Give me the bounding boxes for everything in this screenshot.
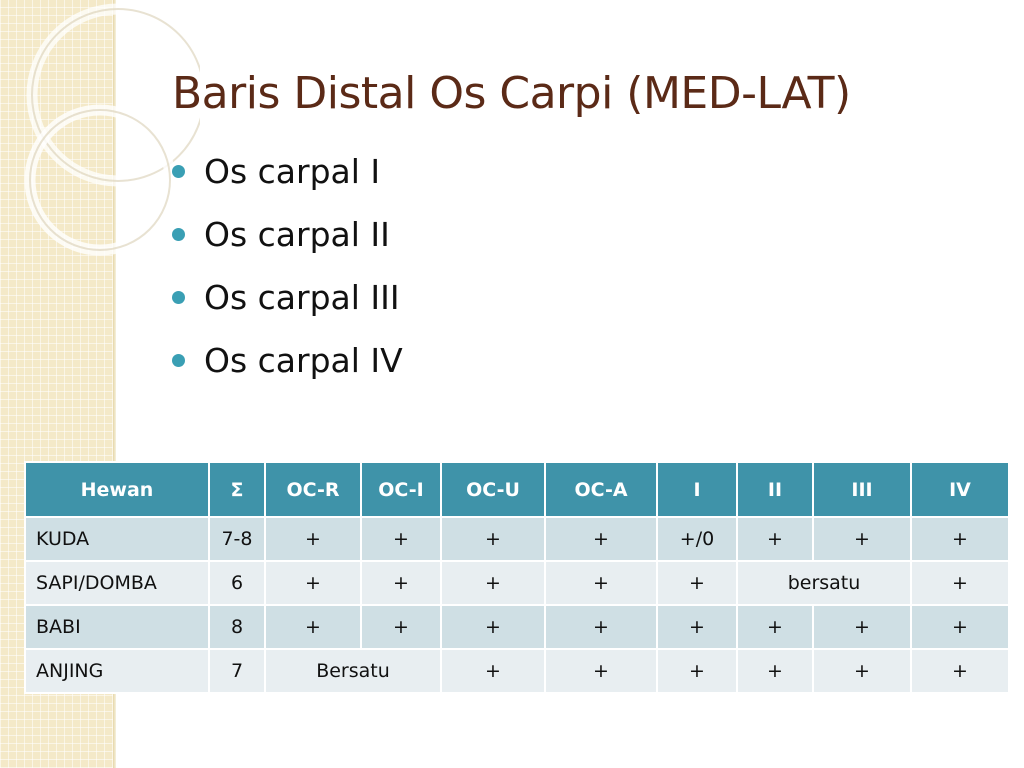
cell-oc-i: + [361,561,441,605]
cell-carpal-iv: + [911,517,1009,561]
bullet-item [172,203,403,266]
bullet-text: Os carpal IV [204,341,403,380]
cell-carpal-ii: + [737,605,813,649]
cell-oc-r: + [265,605,361,649]
header-carpal-iii: III [813,462,911,517]
bullet-dot-icon [172,228,185,241]
cell-sum: 6 [209,561,265,605]
cell-carpal-iii: + [813,517,911,561]
table-row-sapi-domba [25,561,1009,605]
header-oc-i: OC-I [361,462,441,517]
header-carpal-iv: IV [911,462,1009,517]
cell-oc-u: + [441,561,545,605]
cell-oc-i: + [361,517,441,561]
cell-carpal-i: + [657,605,737,649]
cell-oc-a: + [545,561,657,605]
cell-sum: 7 [209,649,265,693]
cell-oc-r: + [265,561,361,605]
table-row-babi [25,605,1009,649]
bullet-item [172,329,403,392]
bullet-text: Os carpal III [204,278,400,317]
cell-hewan: ANJING [25,649,209,693]
carpal-comparison-table [24,461,1010,694]
cell-hewan: KUDA [25,517,209,561]
bullet-item [172,266,403,329]
cell-oc-u: + [441,605,545,649]
cell-carpal-ii-iii-merged: bersatu [737,561,911,605]
table-row-kuda [25,517,1009,561]
header-hewan: Hewan [25,462,209,517]
header-sum: Σ [209,462,265,517]
slide-title: Baris Distal Os Carpi (MED-LAT) [172,68,851,119]
cell-sum: 7-8 [209,517,265,561]
cell-carpal-i: +/0 [657,517,737,561]
header-oc-u: OC-U [441,462,545,517]
header-carpal-i: I [657,462,737,517]
cell-oc-a: + [545,517,657,561]
cell-sum: 8 [209,605,265,649]
cell-carpal-iv: + [911,561,1009,605]
bullet-text: Os carpal II [204,215,390,254]
cell-carpal-ii: + [737,517,813,561]
cell-carpal-iv: + [911,605,1009,649]
cell-carpal-iii: + [813,649,911,693]
bullet-dot-icon [172,165,185,178]
cell-carpal-i: + [657,649,737,693]
header-carpal-ii: II [737,462,813,517]
cell-oc-i: + [361,605,441,649]
cell-oc-a: + [545,649,657,693]
bullet-text: Os carpal I [204,152,381,191]
header-oc-a: OC-A [545,462,657,517]
cell-carpal-iii: + [813,605,911,649]
cell-oc-r-oc-i-merged: Bersatu [265,649,441,693]
cell-carpal-iv: + [911,649,1009,693]
header-oc-r: OC-R [265,462,361,517]
cell-oc-u: + [441,517,545,561]
bullet-dot-icon [172,354,185,367]
cell-oc-r: + [265,517,361,561]
table-header-row [25,462,1009,517]
bullet-dot-icon [172,291,185,304]
cell-hewan: SAPI/DOMBA [25,561,209,605]
cell-carpal-i: + [657,561,737,605]
bullet-item [172,140,403,203]
cell-carpal-ii: + [737,649,813,693]
cell-oc-u: + [441,649,545,693]
cell-hewan: BABI [25,605,209,649]
table-row-anjing [25,649,1009,693]
bullet-list [172,140,403,392]
cell-oc-a: + [545,605,657,649]
decorative-rings [0,0,200,260]
